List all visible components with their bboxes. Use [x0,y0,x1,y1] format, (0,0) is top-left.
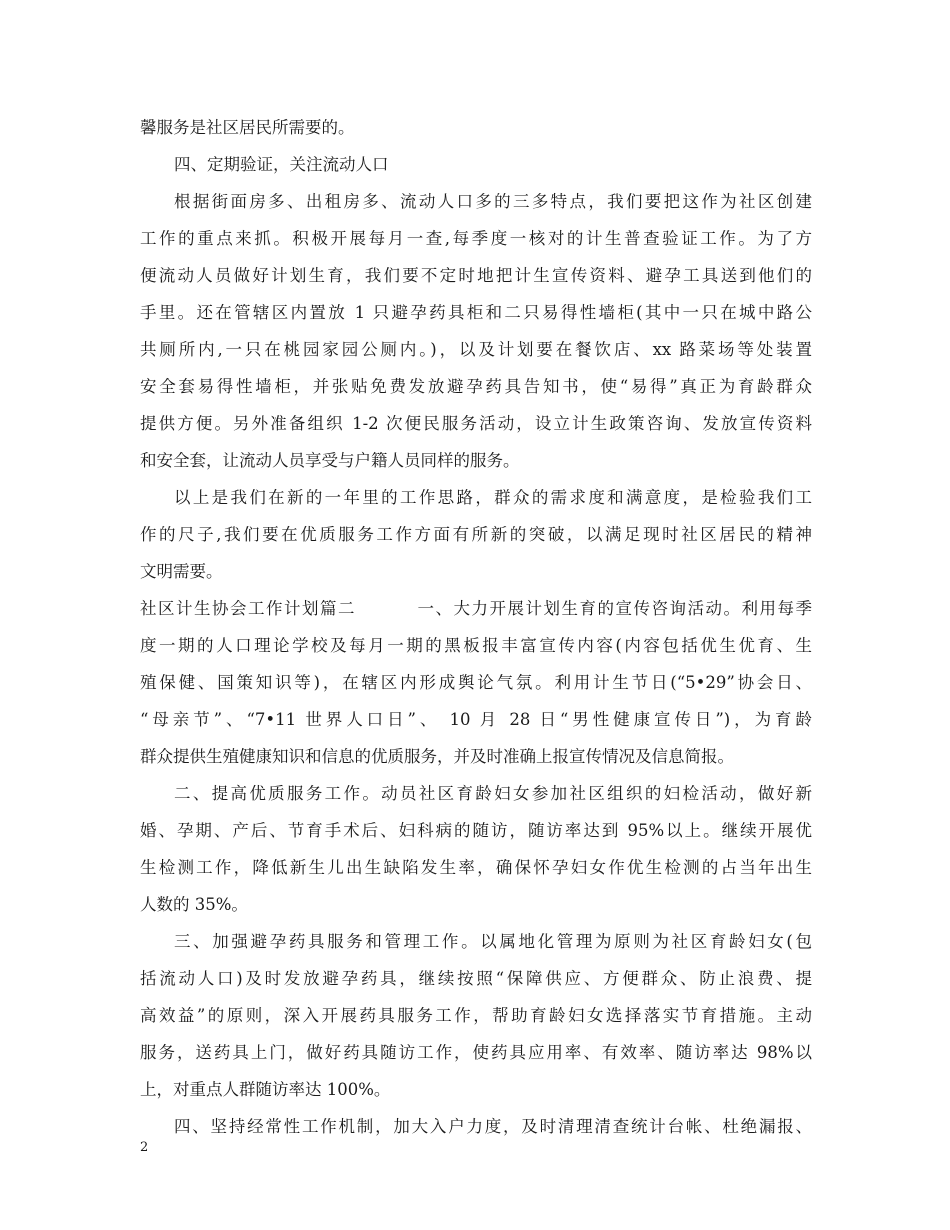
paragraph-line: 括流动人口)及时发放避孕药具，继续按照“保障供应、方便群众、防止浪费、提 [140,969,812,988]
paragraph-line: 工作的重点来抓。积极开展每月一查,每季度一核对的计生普查验证工作。为了方 [140,229,812,248]
paragraph-line: 二、提高优质服务工作。动员社区育龄妇女参加社区组织的妇检活动，做好新 [174,784,812,803]
paragraph-line: 高效益”的原则，深入开展药具服务工作，帮助育龄妇女选择落实节育措施。主动 [140,1006,812,1025]
paragraph-line: 文明需要。 [140,562,223,581]
section-first-sentence: 一、大力开展计划生育的宣传咨询活动。利用每季 [416,599,812,618]
paragraph-line: 提供方便。另外准备组织 1-2 次便民服务活动，设立计生政策咨询、发放宣传资料 [140,414,812,433]
paragraph-line: 生检测工作，降低新生儿出生缺陷发生率，确保怀孕妇女作优生检测的占当年出生 [140,858,812,877]
paragraph-line: 馨服务是社区居民所需要的。 [140,118,355,137]
paragraph-line: 作的尺子,我们要在优质服务工作方面有所新的突破，以满足现时社区居民的精神 [140,525,812,544]
paragraph-line: 群众提供生殖健康知识和信息的优质服务，并及时准确上报宣传情况及信息简报。 [140,747,734,766]
paragraph-line: 便流动人员做好计划生育，我们要不定时地把计生宣传资料、避孕工具送到他们的 [140,266,812,285]
paragraph-line: 服务，送药具上门，做好药具随访工作，使药具应用率、有效率、随访率达 98%以 [140,1043,812,1062]
paragraph-line: “母亲节”、“7•11 世界人口日”、 10 月 28 日“男性健康宣传日”)，为育龄 [140,710,812,729]
paragraph-line: 以上是我们在新的一年里的工作思路，群众的需求度和满意度，是检验我们工 [174,488,812,507]
paragraph-line: 上，对重点人群随访率达 100%。 [140,1080,391,1099]
paragraph-line: 安全套易得性墙柜，并张贴免费发放避孕药具告知书，使“易得”真正为育龄群众 [140,377,812,396]
paragraph-line: 共厕所内,一只在桃园家园公厕内。)，以及计划要在餐饮店、xx 路菜场等处装置 [140,340,812,359]
section-title: 社区计生协会工作计划篇二 [140,599,356,618]
paragraph-line: 三、加强避孕药具服务和管理工作。以属地化管理为原则为社区育龄妇女(包 [174,932,812,951]
page-number: 2 [140,1140,149,1155]
section-title-line [140,597,812,621]
section-heading: 四、定期验证，关注流动人口 [174,155,389,174]
paragraph-line: 殖保健、国策知识等)，在辖区内形成舆论气氛。利用计生节日(“5•29”协会日、 [140,673,812,692]
paragraph-line: 度一期的人口理论学校及每月一期的黑板报丰富宣传内容(内容包括优生优育、生 [140,636,812,655]
paragraph-line: 人数的 35%。 [140,895,248,914]
paragraph-line: 四、坚持经常性工作机制，加大入户力度，及时清理清查统计台帐、杜绝漏报、 [174,1117,812,1136]
paragraph-line: 婚、孕期、产后、节育手术后、妇科病的随访，随访率达到 95%以上。继续开展优 [140,821,812,840]
paragraph-line: 手里。还在管辖区内置放 1 只避孕药具柜和二只易得性墙柜(其中一只在城中路公 [140,303,812,322]
paragraph-line: 和安全套，让流动人员享受与户籍人员同样的服务。 [140,451,520,470]
paragraph-line: 根据街面房多、出租房多、流动人口多的三多特点，我们要把这作为社区创建 [174,192,812,211]
